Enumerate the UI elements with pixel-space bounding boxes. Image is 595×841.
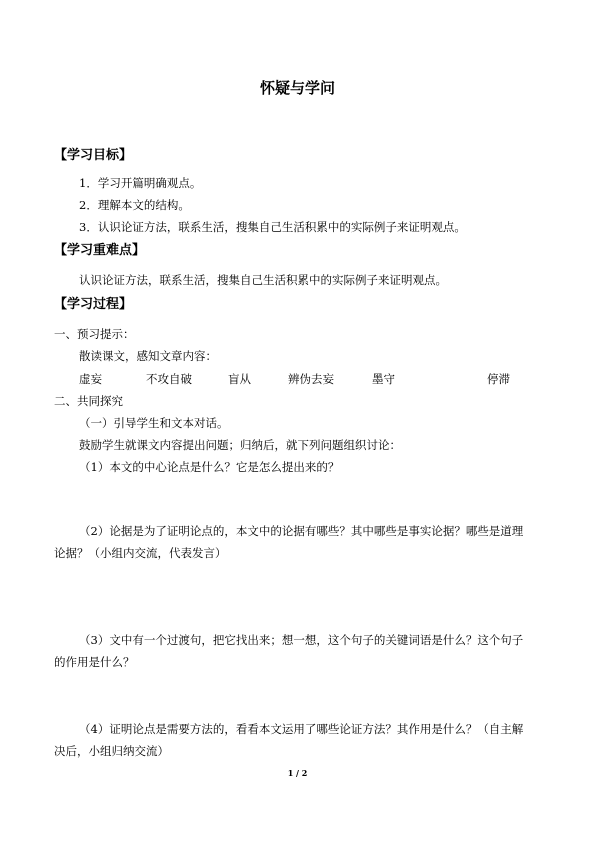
part2-sub: （一）引导学生和文本对话。	[79, 416, 229, 430]
question-4-line-2: 决后，小组归纳交流）	[54, 744, 169, 758]
goals-heading: 【学习目标】	[54, 148, 133, 163]
vocab-word-4: 辨伪去妄	[288, 372, 334, 386]
goal-item-1: 1．学习开篇明确观点。	[79, 176, 202, 190]
goal-item-3: 3．认识论证方法，联系生活，搜集自己生活积累中的实际例子来证明观点。	[79, 220, 466, 234]
key-points-heading: 【学习重难点】	[54, 243, 146, 258]
vocab-word-6: 停滞	[487, 372, 510, 386]
key-points-text: 认识论证方法，联系生活，搜集自己生活积累中的实际例子来证明观点。	[79, 273, 447, 287]
question-3-line-2: 的作用是什么？	[54, 655, 135, 669]
part1-label: 一、预习提示：	[54, 327, 135, 341]
process-heading: 【学习过程】	[54, 297, 133, 312]
vocab-word-5: 墨守	[372, 372, 395, 386]
vocab-word-2: 不攻自破	[146, 372, 192, 386]
question-1: （1）本文的中心论点是什么？它是怎么提出来的？	[79, 460, 340, 474]
part2-intro: 鼓励学生就课文内容提出问题；归纳后，就下列问题组织讨论：	[79, 438, 401, 452]
goal-item-2: 2．理解本文的结构。	[79, 198, 190, 212]
question-3-line-1: （3）文中有一个过渡句，把它找出来；想一想，这个句子的关键词语是什么？这个句子	[79, 633, 524, 647]
document-title: 怀疑与学问	[259, 79, 335, 97]
part2-label: 二、共同探究	[54, 394, 123, 408]
question-2-line-1: （2）论据是为了证明论点的，本文中的论据有哪些？其中哪些是事实论据？哪些是道理	[79, 524, 524, 538]
vocab-word-1: 虚妄	[79, 372, 102, 386]
part1-line: 散读课文，感知文章内容：	[79, 349, 217, 363]
question-4-line-1: （4）证明论点是需要方法的，看看本文运用了哪些论证方法？其作用是什么？（自主解	[79, 722, 524, 736]
vocab-word-3: 盲从	[228, 372, 251, 386]
question-2-line-2: 论据？（小组内交流，代表发言）	[54, 546, 227, 560]
page-number: 1 / 2	[287, 768, 308, 778]
